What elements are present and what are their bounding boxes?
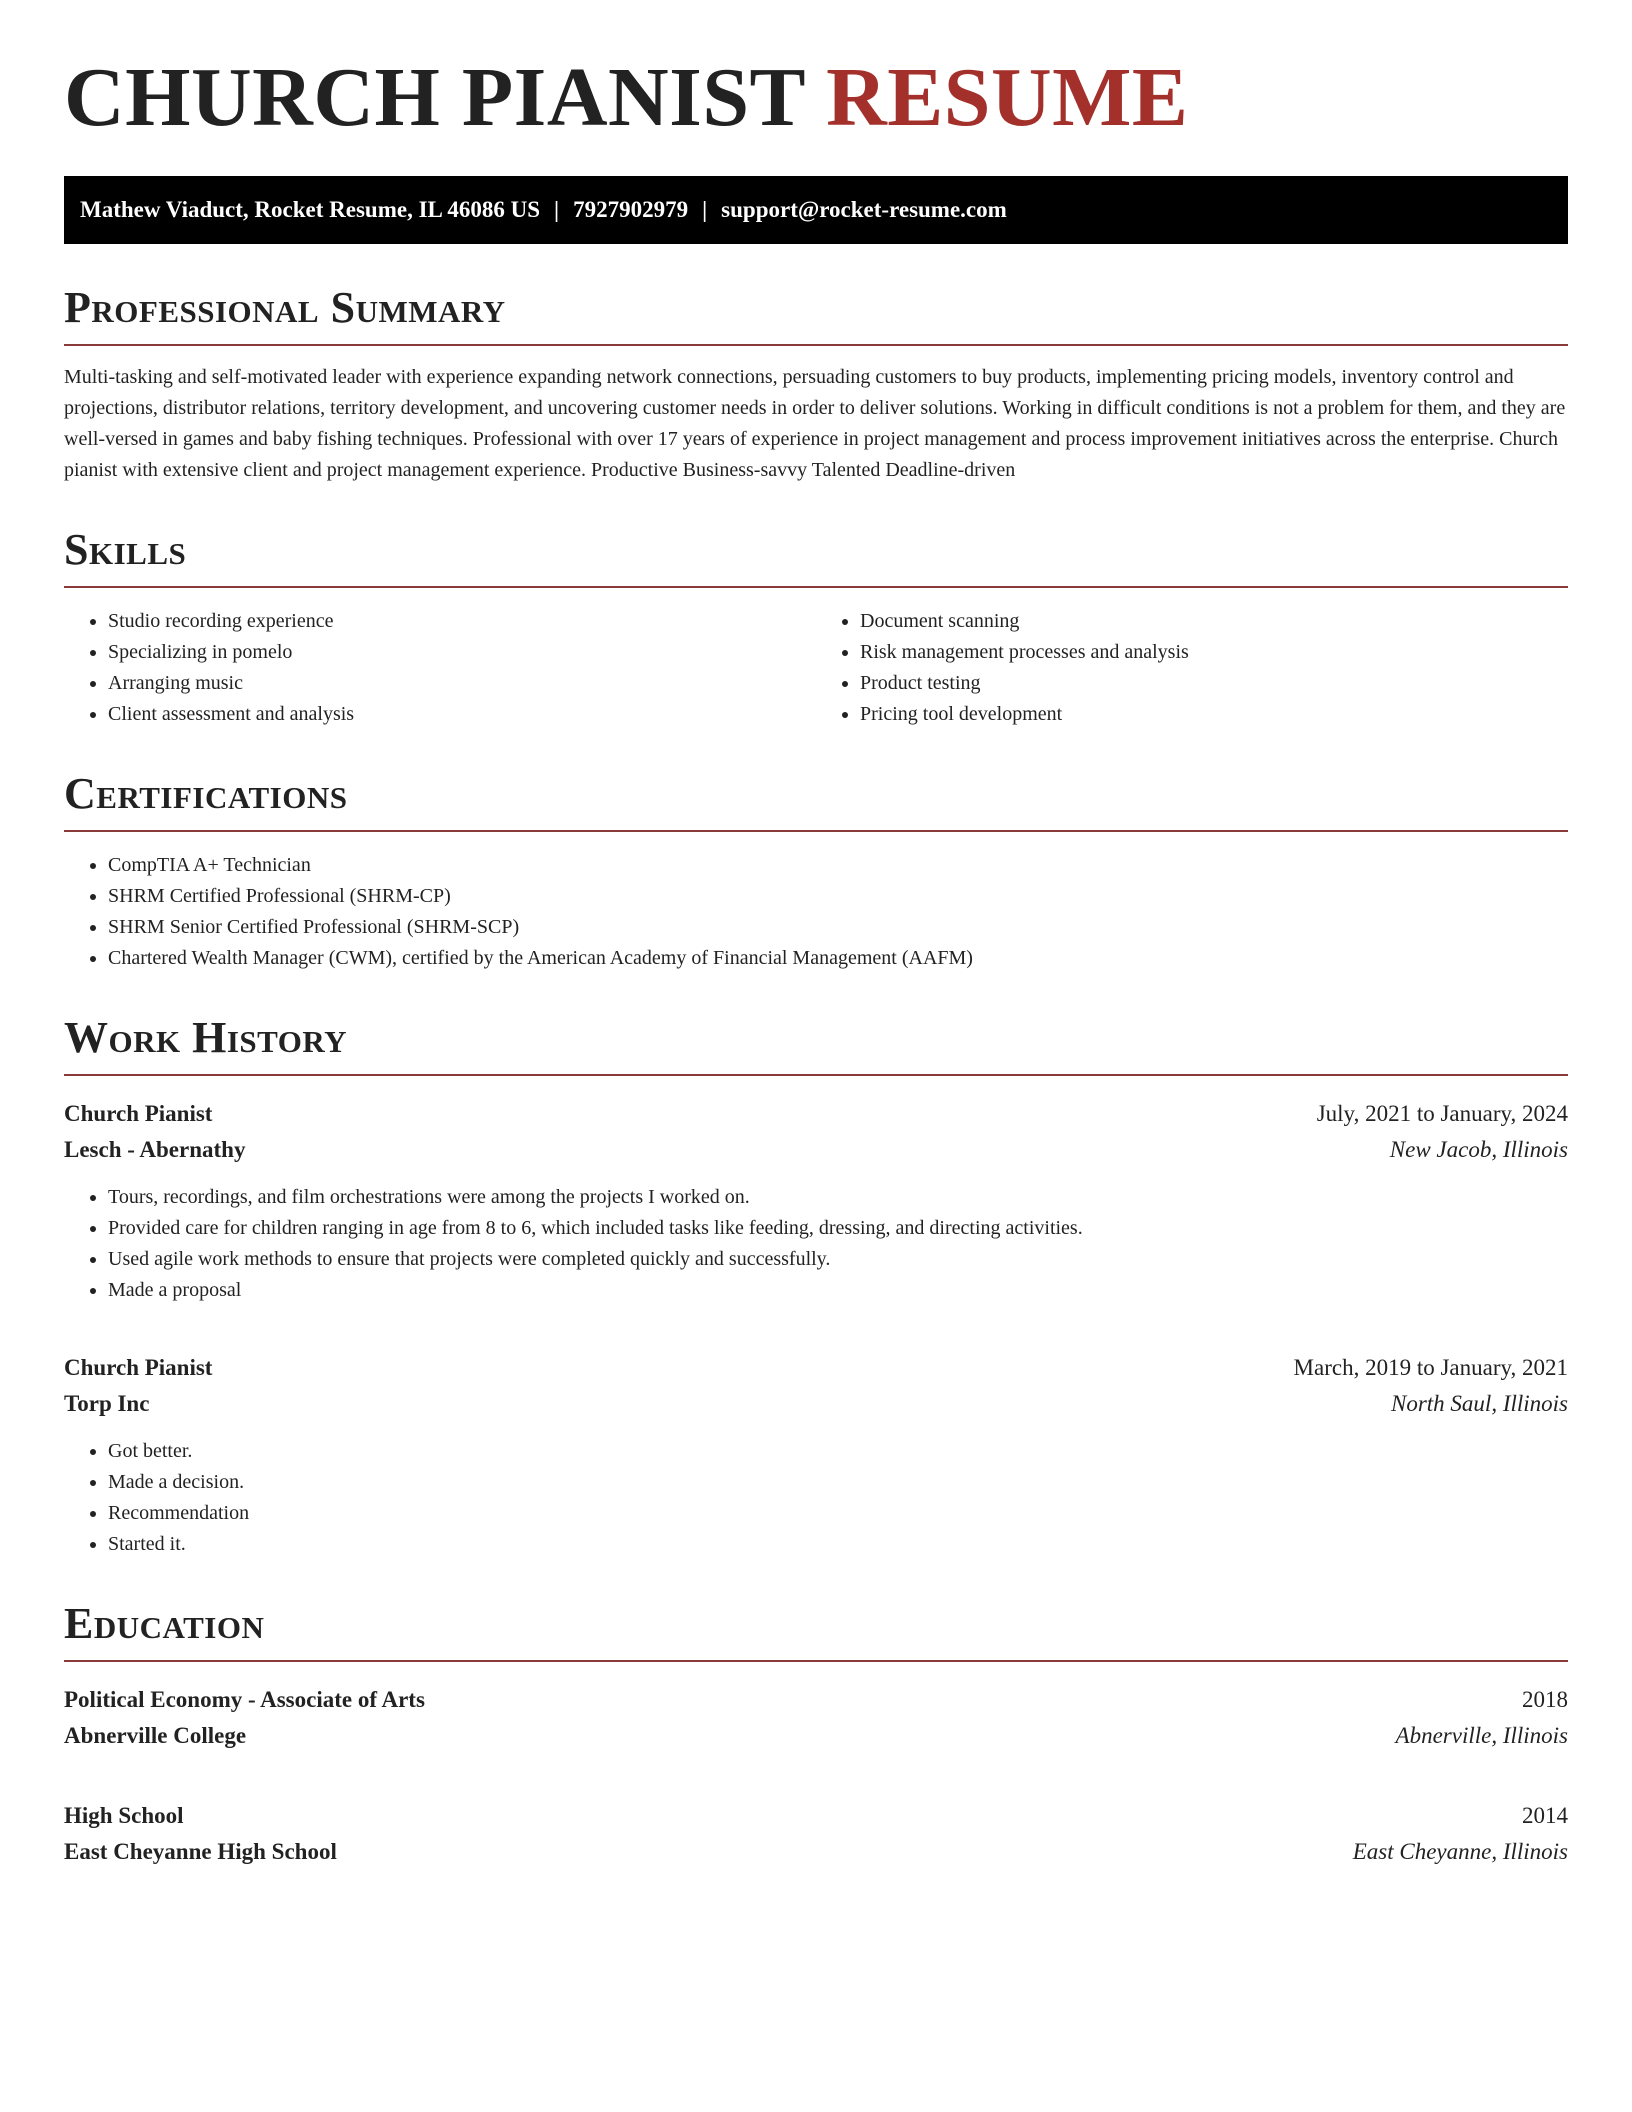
job-location: New Jacob, Illinois [1389, 1137, 1568, 1162]
education-location: East Cheyanne, Illinois [1352, 1839, 1568, 1864]
skill-item: • Studio recording experience [108, 606, 816, 637]
work-history-section [64, 1013, 1568, 1560]
education-heading: Education [64, 1602, 1568, 1662]
contact-address: Mathew Viaduct, Rocket Resume, IL 46086 US [80, 197, 540, 222]
job-bullets [64, 1436, 1568, 1560]
education-degree: High School [64, 1803, 184, 1828]
skills-list-right [816, 606, 1568, 730]
contact-phone: 7927902979 [573, 197, 689, 222]
education-school-row [64, 1718, 1568, 1754]
job-dates: March, 2019 to January, 2021 [1293, 1355, 1568, 1380]
job-header-row [64, 1096, 1568, 1132]
skills-section [64, 525, 1568, 730]
contact-email: support@rocket-resume.com [721, 197, 1007, 222]
education-entry [64, 1682, 1568, 1754]
certifications-heading: Certifications [64, 772, 1568, 832]
skill-item: • Arranging music [108, 668, 816, 699]
skill-item: • Specializing in pomelo [108, 637, 816, 668]
job-company: Lesch - Abernathy [64, 1137, 246, 1162]
summary-text: Multi-tasking and self-motivated leader with experience expanding network connections, persuading customers to buy products, implementing pricing models, inventory control and projections, distributor relations, territory development, and uncovering customer needs in order to deliver solutions. Working in difficult conditions is not a problem for them, and they are well-versed in games and baby fishing techniques. Professional with over 17 years of experience in project management and process improvement initiatives across the enterprise. Church pianist with extensive client and project management experience. Productive Business-savvy Talented Deadline-driven [64, 366, 1566, 481]
contact-separator: | [702, 197, 708, 222]
job-role: Church Pianist [64, 1101, 213, 1126]
education-year: 2018 [1522, 1687, 1568, 1712]
skill-item: • Risk management processes and analysis [860, 637, 1568, 668]
title-main: CHURCH PIANIST [64, 51, 805, 144]
skill-item: • Pricing tool development [860, 699, 1568, 730]
skill-item: • Document scanning [860, 606, 1568, 637]
education-school: East Cheyanne High School [64, 1839, 337, 1864]
certifications-section [64, 769, 1568, 974]
education-header-row [64, 1798, 1568, 1834]
job-location: North Saul, Illinois [1391, 1391, 1568, 1416]
education-degree: Political Economy - Associate of Arts [64, 1687, 425, 1712]
education-section [64, 1599, 1568, 1870]
certification-item: • SHRM Senior Certified Professional (SHRM-SCP) [108, 912, 1568, 943]
certification-item: • SHRM Certified Professional (SHRM-CP) [108, 881, 1568, 912]
job-company-row [64, 1132, 1568, 1168]
job-dates: July, 2021 to January, 2024 [1316, 1101, 1568, 1126]
work-history-heading: Work History [64, 1016, 1568, 1076]
skill-item: • Product testing [860, 668, 1568, 699]
education-location: Abnerville, Illinois [1395, 1723, 1568, 1748]
job-bullet: • Recommendation [108, 1498, 1568, 1529]
skills-heading: Skills [64, 528, 1568, 588]
education-school-row [64, 1834, 1568, 1870]
education-header-row [64, 1682, 1568, 1718]
job-entry [64, 1096, 1568, 1306]
job-company-row [64, 1386, 1568, 1422]
certifications-list [64, 850, 1568, 974]
contact-separator: | [554, 197, 560, 222]
certification-item: • Chartered Wealth Manager (CWM), certified by the American Academy of Financial Management (AAFM) [108, 943, 1568, 974]
summary-section [64, 283, 1568, 486]
job-bullet: • Made a proposal [108, 1275, 1568, 1306]
job-bullet: • Made a decision. [108, 1467, 1568, 1498]
skills-list-left [64, 606, 816, 730]
certification-item: • CompTIA A+ Technician [108, 850, 1568, 881]
education-entry [64, 1798, 1568, 1870]
resume-title [64, 51, 1568, 144]
job-header-row [64, 1350, 1568, 1386]
skill-item: • Client assessment and analysis [108, 699, 816, 730]
job-bullet: • Tours, recordings, and film orchestrations were among the projects I worked on. [108, 1182, 1568, 1213]
title-accent: RESUME [826, 51, 1189, 144]
summary-heading: Professional Summary [64, 286, 1568, 346]
job-bullet: • Got better. [108, 1436, 1568, 1467]
education-year: 2014 [1522, 1803, 1568, 1828]
job-entry [64, 1350, 1568, 1560]
job-bullet: • Used agile work methods to ensure that projects were completed quickly and successfully. [108, 1244, 1568, 1275]
job-bullet: • Started it. [108, 1529, 1568, 1560]
job-bullet: • Provided care for children ranging in age from 8 to 6, which included tasks like feeding, dressing, and directing activities. [108, 1213, 1568, 1244]
job-role: Church Pianist [64, 1355, 213, 1380]
education-school: Abnerville College [64, 1723, 247, 1748]
job-bullets [64, 1182, 1568, 1306]
contact-bar [64, 176, 1568, 244]
skills-grid [64, 606, 1568, 730]
job-company: Torp Inc [64, 1391, 150, 1416]
